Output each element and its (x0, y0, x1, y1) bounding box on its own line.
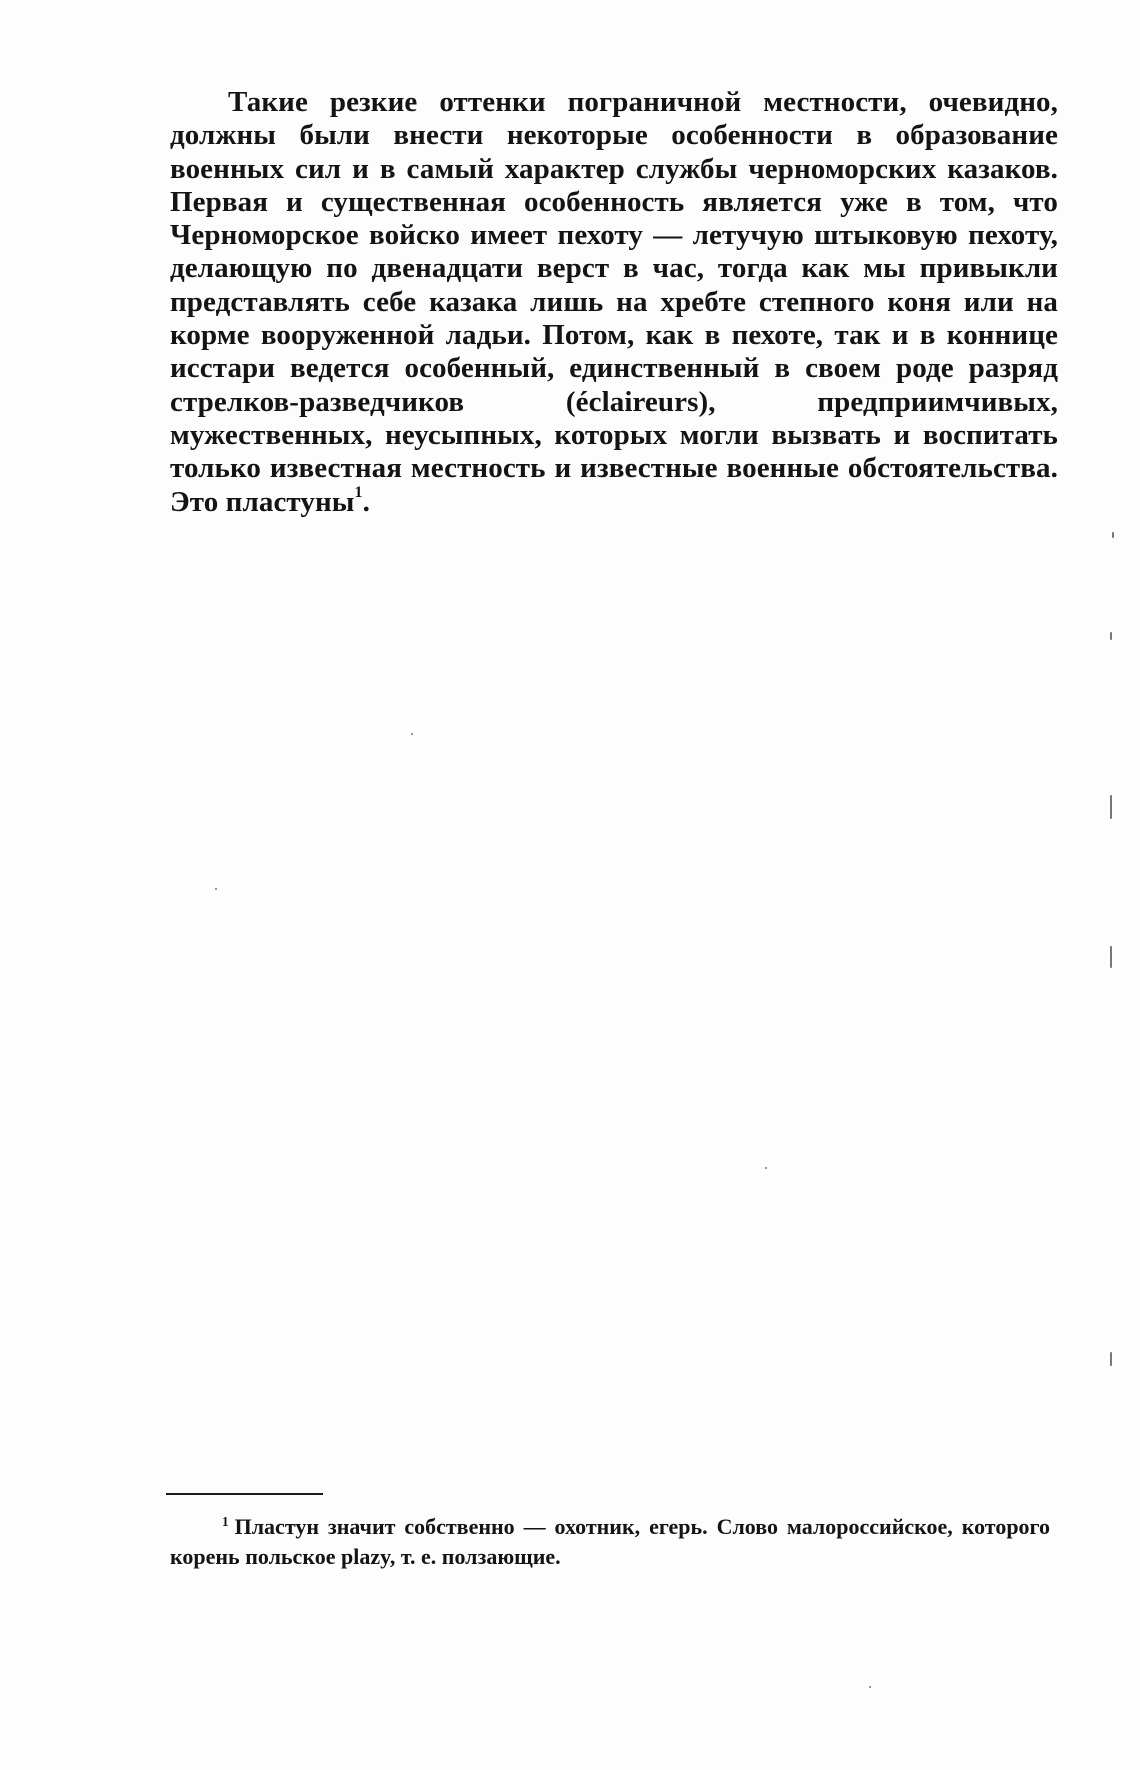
footnote (170, 1512, 1050, 1572)
scan-speck (1110, 795, 1112, 819)
scan-speck (1110, 632, 1112, 640)
scan-speck (411, 733, 413, 735)
footnote-reference: 1 (354, 483, 363, 501)
paragraph-end: . (362, 485, 370, 518)
scan-speck (1110, 946, 1112, 968)
footnote-separator (166, 1493, 323, 1495)
paragraph-text: Такие резкие оттенки пограничной местности, очевидно, должны были внести некоторые особенности в образование военных сил и в самый характер службы черноморских казаков. Первая и существенная особенность является уже в том, что Черноморское войско имеет пехоту — летучую штыковую пехоту, делающую по двенадцати верст в час, тогда как мы привыкли представлять себе казака лишь на хребте степного коня или на корме вооруженной ладьи. Потом, как в пехоте, так и в коннице исстари ведется особенный, единственный в своем роде разряд стрелков-разведчиков (éclaireurs), предприимчивых, мужественных, неусыпных, которых могли вызвать и воспитать только известная местность и известные военные обстоятельства. Это пластуны (170, 86, 1058, 518)
scan-speck (869, 1686, 871, 1688)
scan-speck (1112, 532, 1114, 538)
scan-speck (215, 888, 217, 890)
footnote-text: Пластун значит собственно — охотник, егерь. Слово малороссийское, которого корень польское plazy, т. е. ползающие. (170, 1514, 1050, 1569)
scan-speck (765, 1167, 767, 1169)
footnote-marker: 1 (222, 1513, 229, 1529)
scan-speck (1110, 1352, 1112, 1366)
main-paragraph (170, 86, 1058, 519)
